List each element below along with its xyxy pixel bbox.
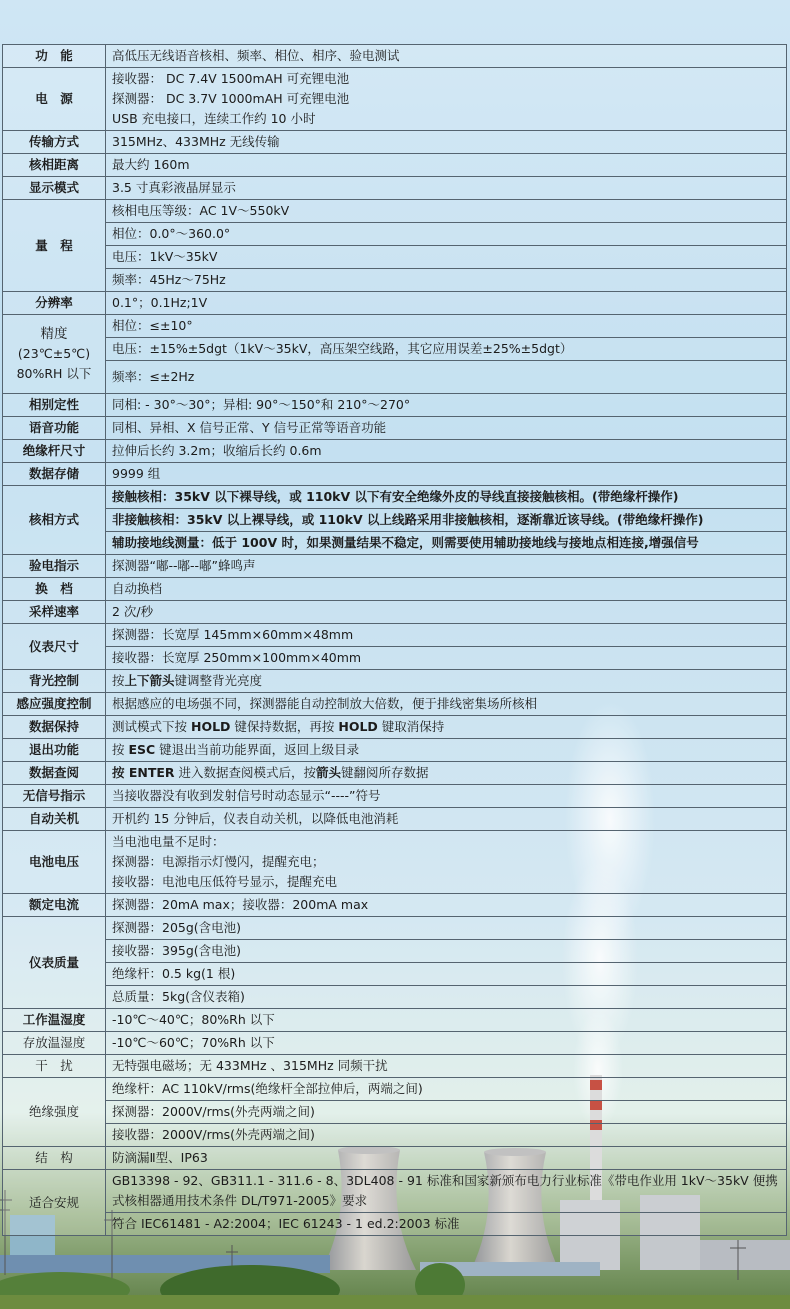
spec-key-line: 80%RH 以下 xyxy=(16,366,92,381)
spec-value: 开机约 15 分钟后，仪表自动关机，以降低电池消耗 xyxy=(106,808,787,831)
spec-row-battery xyxy=(3,831,787,894)
spec-value: 当接收器没有收到发射信号时动态显示“----”符号 xyxy=(106,785,787,808)
spec-value: 同相、异相、X 信号正常、Y 信号正常等语音功能 xyxy=(106,417,787,440)
spec-row-weight xyxy=(3,917,787,940)
spec-row-hold xyxy=(3,716,787,739)
spec-key: 绝缘杆尺寸 xyxy=(3,440,106,463)
spec-key: 采样速率 xyxy=(3,601,106,624)
spec-row-data-review xyxy=(3,762,787,785)
spec-subrow xyxy=(3,1124,787,1147)
spec-row-accuracy xyxy=(3,315,787,338)
spec-subrow xyxy=(3,246,787,269)
spec-key: 无信号指示 xyxy=(3,785,106,808)
spec-value: 同相: - 30°～30°；异相: 90°～150°和 210°～270° xyxy=(106,394,787,417)
spec-row-structure xyxy=(3,1147,787,1170)
spec-key: 仪表尺寸 xyxy=(3,624,106,670)
spec-key: 存放温湿度 xyxy=(3,1032,106,1055)
spec-row-rod-size xyxy=(3,440,787,463)
spec-value: 无特强电磁场；无 433MHz 、315MHz 同频干扰 xyxy=(106,1055,787,1078)
text-part: 键退出当前功能界面，返回上级目录 xyxy=(155,742,360,757)
spec-subrow xyxy=(3,532,787,555)
spec-value xyxy=(106,831,787,894)
text-bold: ESC xyxy=(128,742,156,757)
spec-row-voice xyxy=(3,417,787,440)
spec-value xyxy=(106,716,787,739)
spec-row-storage-env xyxy=(3,1032,787,1055)
spec-subrow xyxy=(3,963,787,986)
spec-value: 防滴漏Ⅱ型、IP63 xyxy=(106,1147,787,1170)
spec-row-display xyxy=(3,177,787,200)
spec-row-resolution xyxy=(3,292,787,315)
spec-value: 接收器：长宽厚 250mm×100mm×40mm xyxy=(106,647,787,670)
spec-value: 辅助接地线测量：低于 100V 时，如果测量结果不稳定，则需要使用辅助接地线与接地点相连接,增强信号 xyxy=(106,532,787,555)
spec-key: 换 档 xyxy=(3,578,106,601)
text-bold: 按 ENTER xyxy=(112,765,175,780)
spec-row-function xyxy=(3,45,787,68)
spec-value: 高低压无线语音核相、频率、相位、相序、验电测试 xyxy=(106,45,787,68)
spec-row-no-signal xyxy=(3,785,787,808)
spec-key: 数据保持 xyxy=(3,716,106,739)
spec-subrow xyxy=(3,1213,787,1236)
text-bold: 上下箭头 xyxy=(124,673,175,688)
spec-line: 探测器： DC 3.7V 1000mAH 可充锂电池 xyxy=(112,91,350,106)
spec-key: 核相方式 xyxy=(3,486,106,555)
spec-row-interference xyxy=(3,1055,787,1078)
spec-value: 探测器：2000V/rms(外壳两端之间) xyxy=(106,1101,787,1124)
spec-value: 接触核相：35kV 以下裸导线，或 110kV 以下有安全绝缘外皮的导线直接接触核相。(带绝缘杆操作) xyxy=(106,486,787,509)
text-part: 测试模式下按 xyxy=(112,719,191,734)
spec-value: 自动换档 xyxy=(106,578,787,601)
spec-line: 探测器：电源指示灯慢闪，提醒充电； xyxy=(112,854,325,869)
spec-row-exit xyxy=(3,739,787,762)
spec-key: 额定电流 xyxy=(3,894,106,917)
spec-value: 相位：≤±10° xyxy=(106,315,787,338)
spec-subrow xyxy=(3,223,787,246)
spec-value: 频率：45Hz～75Hz xyxy=(106,269,787,292)
spec-value: 接收器：395g(含电池) xyxy=(106,940,787,963)
spec-row-sampling xyxy=(3,601,787,624)
spec-key: 绝缘强度 xyxy=(3,1078,106,1147)
spec-row-standards xyxy=(3,1170,787,1213)
text-part: 键取消保持 xyxy=(377,719,445,734)
text-part: 按 xyxy=(112,673,125,688)
text-part: 键调整背光亮度 xyxy=(174,673,263,688)
spec-row-power xyxy=(3,68,787,131)
spec-subrow xyxy=(3,269,787,292)
spec-value: -10℃～60℃；70%Rh 以下 xyxy=(106,1032,787,1055)
text-bold: HOLD xyxy=(338,719,378,734)
spec-value: 0.1°；0.1Hz;1V xyxy=(106,292,787,315)
spec-value xyxy=(106,68,787,131)
spec-row-insulation xyxy=(3,1078,787,1101)
spec-value xyxy=(106,762,787,785)
spec-subrow xyxy=(3,509,787,532)
spec-subrow xyxy=(3,986,787,1009)
spec-value: 符合 IEC61481 - A2:2004；IEC 61243 - 1 ed.2:2003 标准 xyxy=(106,1213,787,1236)
spec-key: 退出功能 xyxy=(3,739,106,762)
spec-key: 感应强度控制 xyxy=(3,693,106,716)
spec-value: 非接触核相：35kV 以上裸导线，或 110kV 以上线路采用非接触核相，逐渐靠近该导线。(带绝缘杆操作) xyxy=(106,509,787,532)
spec-key: 电池电压 xyxy=(3,831,106,894)
spec-row-backlight xyxy=(3,670,787,693)
spec-key: 结 构 xyxy=(3,1147,106,1170)
spec-row-range xyxy=(3,200,787,223)
spec-subrow xyxy=(3,940,787,963)
spec-key: 数据查阅 xyxy=(3,762,106,785)
spec-value: 总质量：5kg(含仪表箱) xyxy=(106,986,787,1009)
spec-row-working-env xyxy=(3,1009,787,1032)
spec-value: 绝缘杆：AC 110kV/rms(绝缘杆全部拉伸后，两端之间) xyxy=(106,1078,787,1101)
spec-subrow xyxy=(3,338,787,361)
spec-row-range-switch xyxy=(3,578,787,601)
spec-value: 3.5 寸真彩液晶屏显示 xyxy=(106,177,787,200)
spec-value: 探测器：205g(含电池) xyxy=(106,917,787,940)
spec-key: 传输方式 xyxy=(3,131,106,154)
spec-line: 当电池电量不足时： xyxy=(112,834,225,849)
spec-key: 仪表质量 xyxy=(3,917,106,1009)
spec-key: 语音功能 xyxy=(3,417,106,440)
spec-row-phase-judgement xyxy=(3,394,787,417)
spec-value: 接收器：2000V/rms(外壳两端之间) xyxy=(106,1124,787,1147)
spec-value: 电压：±15%±5dgt（1kV～35kV，高压架空线路，其它应用误差±25%±5dgt） xyxy=(106,338,787,361)
spec-key: 量 程 xyxy=(3,200,106,292)
spec-value: 315MHz、433MHz 无线传输 xyxy=(106,131,787,154)
spec-key xyxy=(3,315,106,394)
text-part: 键保持数据，再按 xyxy=(230,719,339,734)
spec-key: 自动关机 xyxy=(3,808,106,831)
spec-value xyxy=(106,739,787,762)
text-part: 进入数据查阅模式后，按 xyxy=(174,765,317,780)
spec-value: 9999 组 xyxy=(106,463,787,486)
text-part: 键翻阅所存数据 xyxy=(341,765,429,780)
spec-key: 工作温湿度 xyxy=(3,1009,106,1032)
text-bold: HOLD xyxy=(190,719,231,734)
spec-value: 拉伸后长约 3.2m；收缩后长约 0.6m xyxy=(106,440,787,463)
spec-value: 相位：0.0°～360.0° xyxy=(106,223,787,246)
spec-value: 核相电压等级：AC 1V～550kV xyxy=(106,200,787,223)
spec-row-method xyxy=(3,486,787,509)
spec-table xyxy=(2,44,787,1236)
spec-key: 分辨率 xyxy=(3,292,106,315)
text-part: 按 xyxy=(112,742,129,757)
spec-value: 最大约 160m xyxy=(106,154,787,177)
spec-line: USB 充电接口，连续工作约 10 小时 xyxy=(112,111,316,126)
spec-value xyxy=(106,670,787,693)
spec-value: 根据感应的电场强不同，探测器能自动控制放大倍数，便于排线密集场所核相 xyxy=(106,693,787,716)
spec-row-auto-off xyxy=(3,808,787,831)
spec-row-transmission xyxy=(3,131,787,154)
spec-key: 干 扰 xyxy=(3,1055,106,1078)
spec-subrow xyxy=(3,647,787,670)
spec-key: 显示模式 xyxy=(3,177,106,200)
spec-key: 数据存储 xyxy=(3,463,106,486)
spec-value: GB13398 - 92、GB311.1 - 311.6 - 8、3DL408 - 91 标准和国家新颁布电力行业标准《带电作业用 1kV～35kV 便携式核相器通用技术条件 DL/T971-2005》要求 xyxy=(106,1170,787,1213)
spec-line: 接收器：电池电压低符号显示，提醒充电 xyxy=(112,874,338,889)
spec-value: 频率：≤±2Hz xyxy=(106,361,787,394)
spec-subrow xyxy=(3,1101,787,1124)
spec-value: 探测器：长宽厚 145mm×60mm×48mm xyxy=(106,624,787,647)
spec-key-line: 精度 xyxy=(40,326,68,342)
spec-key: 功 能 xyxy=(3,45,106,68)
spec-row-sensitivity xyxy=(3,693,787,716)
spec-key: 核相距离 xyxy=(3,154,106,177)
spec-row-electro-indicator xyxy=(3,555,787,578)
spec-key: 背光控制 xyxy=(3,670,106,693)
spec-value: 2 次/秒 xyxy=(106,601,787,624)
spec-value: -10℃～40℃；80%Rh 以下 xyxy=(106,1009,787,1032)
spec-value: 探测器：20mA max；接收器：200mA max xyxy=(106,894,787,917)
spec-line: 接收器： DC 7.4V 1500mAH 可充锂电池 xyxy=(112,71,350,86)
spec-key: 电 源 xyxy=(3,68,106,131)
text-bold: 箭头 xyxy=(316,765,342,780)
spec-value: 绝缘杆：0.5 kg(1 根) xyxy=(106,963,787,986)
spec-row-distance xyxy=(3,154,787,177)
spec-key-line: (23℃±5℃) xyxy=(17,346,91,361)
spec-value: 探测器“嘟--嘟--嘟”蜂鸣声 xyxy=(106,555,787,578)
spec-value: 电压：1kV～35kV xyxy=(106,246,787,269)
spec-subrow xyxy=(3,361,787,394)
spec-key: 验电指示 xyxy=(3,555,106,578)
spec-row-storage xyxy=(3,463,787,486)
spec-row-current xyxy=(3,894,787,917)
spec-key: 适合安规 xyxy=(3,1170,106,1236)
spec-key: 相别定性 xyxy=(3,394,106,417)
spec-row-size xyxy=(3,624,787,647)
